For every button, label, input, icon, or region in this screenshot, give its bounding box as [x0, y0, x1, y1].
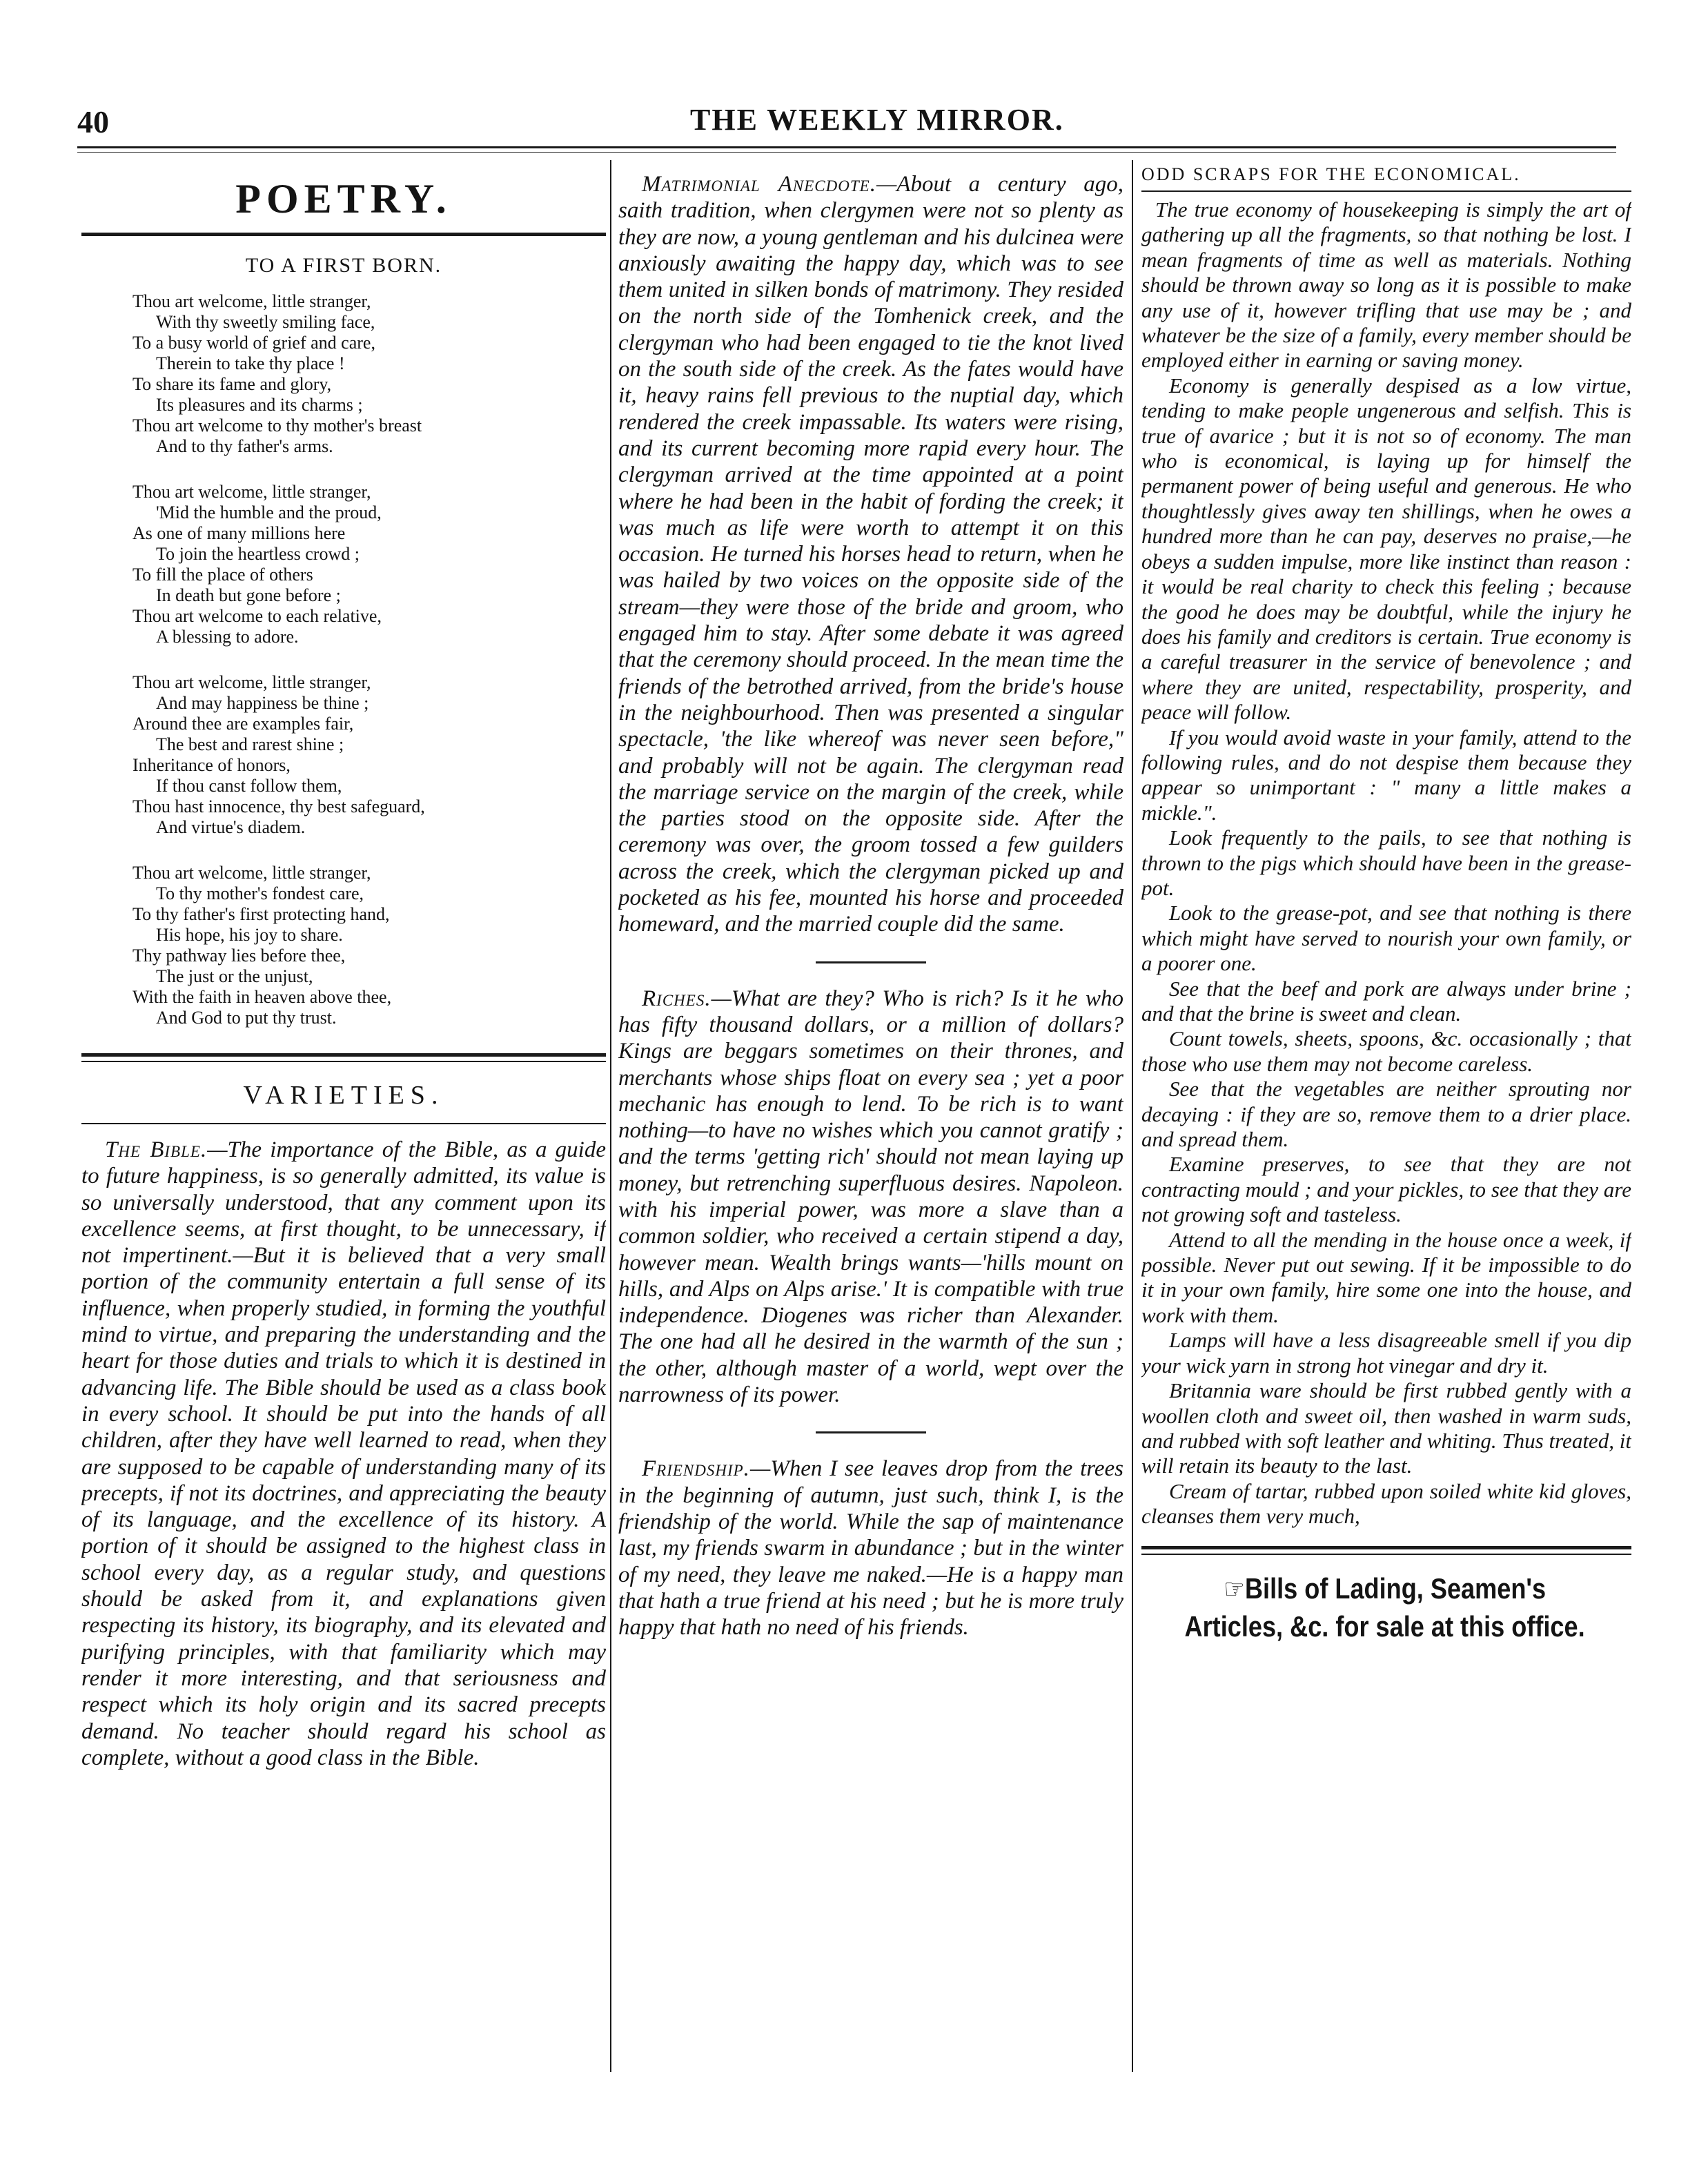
poem-line: The just or the unjust,: [156, 966, 313, 986]
poem-stanza: [132, 863, 606, 1028]
poem-title: TO A FIRST BORN.: [245, 254, 442, 277]
economy-paragraph: Lamps will have a less disagreeable smell if you dip your wick yarn in strong hot vinegar and dry it.: [1141, 1328, 1631, 1378]
article-text: —The importance of the Bible, as a guide to future happiness, is so generally admitted, its value is so universally understood, that any comment upon its excellence seems, at first thought, to be unnecessary, if not impertinent.—But it is believed that a very small portion of the community entertain a full sense of its influence, when properly studied, in forming the youthful mind to virtue, and preparing the understanding and the heart for those duties and trials to which it is destined in advancing life. The Bible should be used as a class book in every school. It should be put into the hands of all children, after they have well learned to read, when they are supposed to be capable of understanding many of its precepts, if not its doctrines, and appreciating the beauty of its language, and the excellence of its history. A portion of it should be assigned to the highest class in school every day, as a regular study, and questions should be asked from it, and explanations given respecting its history, its biography, and its elevated and purifying principles, with that familiarity which may render it more interesting, and that seriousness and respect which its holy origin and its sacred precepts demand. No teacher should regard his school as complete, without a good class in the Bible.: [81, 1137, 606, 1770]
column-left: [81, 160, 606, 2093]
poem-line: Thou art welcome to thy mother's breast: [132, 415, 422, 435]
poem-line: To fill the place of others: [132, 565, 313, 585]
article-lead: Riches.: [642, 986, 711, 1011]
poem-line: A blessing to adore.: [156, 627, 299, 647]
economy-paragraph: Britannia ware should be first rubbed gently with a woollen cloth and sweet oil, then washed in warm suds, and rubbed with soft leather and whiting. Thus treated, it will retain its beauty to the last.: [1141, 1378, 1631, 1478]
bible-article: [81, 1137, 606, 1771]
economy-paragraph: Look to the grease-pot, and see that nothing is there which might have served to nourish your own family, or a poorer one.: [1141, 901, 1631, 976]
article-text: —About a century ago, saith tradition, when clergymen were not so plenty as they are now, a young gentleman and his dulcinea were anxiously awaiting the happy day, which was to see them united in silken bonds of matrimony. They resided on the north side of the Tomhenick creek, and the clergyman who had been engaged to tie the knot lived on the south side of the creek. As the fates would have it, heavy rains fell previous to the nuptial day, which rendered the creek impassable. Its waters were rising, and its current becoming more rapid every hour. The clergyman arrived at the time appointed at a point where he had been in the habit of fording the creek; it was much as life were worth to attempt it on this occasion. He turned his horses head to return, when he was hailed by two voices on the opposite side of the stream—they were those of the bride and groom, who engaged him to stay. After some debate it was agreed that the ceremony should proceed. In the mean time the friends of the betrothed arrived, from the bride's house in the neighbourhood. Then was presented a singular spectacle, 'the like whereof was never seen before," and probably will not be again. The clergyman read the marriage service on the margin of the creek, while the parties stood on the opposite side. After the ceremony was over, the groom tossed a few guilders across the creek, which the clergyman picked up and pocketed as his fee, mounted his horse and proceeded homeward, and the married couple did the same.: [618, 172, 1123, 937]
poem-line: Thou art welcome, little stranger,: [132, 672, 371, 692]
poem-line: Thou hast innocence, thy best safeguard,: [132, 796, 425, 816]
poem-line: With the faith in heaven above thee,: [132, 987, 392, 1007]
column-divider: [610, 160, 611, 2072]
article-text: —When I see leaves drop from the trees in the beginning of autumn, just such, think I, is the friendship of the world. While the sap of maintenance last, my friends swarm in abundance ; but in the winter of my need, they leave me naked.—He is a happy man that hath a true friend at his need ; but he is more truly happy that hath no need of his friends.: [618, 1456, 1123, 1641]
poem-line: And to thy father's arms.: [156, 436, 333, 456]
article-lead: The Bible.: [105, 1137, 208, 1162]
economy-paragraph: If you would avoid waste in your family, attend to the following rules, and do not despise them because they appear so unimportant : " many a little makes a mickle.".: [1141, 725, 1631, 825]
poem-line: Therein to take thy place !: [156, 353, 345, 373]
poem-line: His hope, his joy to share.: [156, 925, 343, 945]
rule: [816, 1431, 926, 1433]
column-middle: [618, 160, 1123, 2093]
article-lead: Friendship.: [642, 1456, 750, 1482]
poem-line: Its pleasures and its charms ;: [156, 395, 363, 415]
article-text: —What are they? Who is rich? Is it he who has fifty thousand dollars, or a million of dollars? Kings are beggars sometimes on their thrones, and merchants whose ships float on every sea ; yet a poor mechanic has enough to lend. To be rich is to want nothing—to have no wishes which you cannot gratify ; and the terms 'getting rich' should not mean laying up money, but retrenching superfluous desires. Napoleon. with his imperial power, was more a slave than a common soldier, who received a certain stipend a day, however mean. Wealth brings wants—'hills mount on hills, and Alps on Alps arise.' It is compatible with true independence. Diogenes was richer than Alexander. The one had all he desired in the warmth of the sun ; the other, although master of a world, wept over the narrowness of its power.: [618, 986, 1123, 1408]
economy-paragraph: Examine preserves, to see that they are not contracting mould ; and your pickles, to see that they are not growing soft and tasteless.: [1141, 1152, 1631, 1227]
economy-paragraph: Economy is generally despised as a low virtue, tending to make people ungenerous and selfish. This is true of avarice ; but it is not so of economy. The man who is economical, is laying up for himself the permanent power of being useful and generous. He who thoughtlessly gives away ten shillings, when he owes a hundred more than he can pay, deserves no praise,—he obeys a sudden impulse, more like instinct than reason : it would be real charity to check this feeling ; because the good he does may be doubtful, while the injury he does his family and creditors is certain. True economy is a careful treasurer in the service of benevolence ; and where they are united, respectability, prosperity, and peace will follow.: [1141, 373, 1631, 725]
poem-line: And God to put thy trust.: [156, 1008, 337, 1028]
economy-paragraph: See that the vegetables are neither sprouting nor decaying : if they are so, remove them to a drier place. and spread them.: [1141, 1077, 1631, 1152]
poem-stanza: [132, 672, 606, 838]
poem-line: In death but gone before ;: [156, 585, 341, 605]
page-number: 40: [77, 104, 109, 139]
poem-line: Around thee are examples fair,: [132, 714, 354, 734]
poem-line: Thou art welcome, little stranger,: [132, 863, 371, 883]
poem-line: And may happiness be thine ;: [156, 693, 369, 713]
poem-line: Inheritance of honors,: [132, 755, 291, 775]
matrimonial-article: [618, 171, 1123, 938]
rule: [81, 1061, 606, 1062]
rule: [1141, 1554, 1631, 1555]
poem-line: To thy father's first protecting hand,: [132, 904, 390, 924]
poem-line: Thou art welcome, little stranger,: [132, 291, 371, 311]
poem-stanza: [132, 482, 606, 647]
economy-paragraph: See that the beef and pork are always under brine ; and that the brine is sweet and clean.: [1141, 976, 1631, 1026]
economy-paragraph: Attend to all the mending in the house once a week, if possible. Never put out sewing. If it be impossible to do it in your own family, hire some one into the house, and work with them.: [1141, 1227, 1631, 1327]
poem-line: To share its fame and glory,: [132, 374, 332, 394]
poem-line: The best and rarest shine ;: [156, 734, 344, 754]
article-lead: Matrimonial Anecdote.: [642, 172, 876, 197]
masthead-title: THE WEEKLY MIRROR.: [690, 103, 1064, 137]
economy-paragraph: The true economy of housekeeping is simply the art of gathering up all the fragments, so that nothing be lost. I mean fragments of time as well as materials. Nothing should be thrown away so long as it is possible to make any use of it, however trifling that use may be ; and whatever be the size of a family, every member should be employed either in earning or saving money.: [1141, 197, 1631, 373]
poem-line: Thy pathway lies before thee,: [132, 946, 346, 966]
poem-stanza: [132, 291, 606, 457]
poem-line: To a busy world of grief and care,: [132, 333, 375, 353]
poem-line: And virtue's diadem.: [156, 817, 306, 837]
friendship-article: [618, 1456, 1123, 1641]
poem-line: With thy sweetly smiling face,: [156, 312, 375, 332]
economical-heading: ODD SCRAPS FOR THE ECONOMICAL.: [1141, 164, 1521, 184]
poetry-heading: POETRY.: [235, 176, 452, 222]
rule: [81, 1123, 606, 1124]
column-right: [1141, 160, 1631, 2093]
pointing-hand-icon: ☞: [1224, 1574, 1245, 1605]
economy-paragraph: Cream of tartar, rubbed upon soiled white kid gloves, cleanses them very much,: [1141, 1478, 1631, 1529]
rule: [1141, 190, 1631, 192]
poem-line: 'Mid the humble and the proud,: [156, 502, 382, 522]
poem-line: As one of many millions here: [132, 523, 346, 543]
rule: [816, 961, 926, 963]
poem-line: Thou art welcome to each relative,: [132, 606, 382, 626]
economy-paragraph: Look frequently to the pails, to see that nothing is thrown to the pigs which should have been in the grease-pot.: [1141, 825, 1631, 900]
advertisement: [1141, 1570, 1628, 1645]
ad-line: Bills of Lading, Seamen's: [1244, 1572, 1547, 1605]
varieties-heading: VARIETIES.: [243, 1081, 444, 1110]
rule: [81, 233, 606, 236]
header-rule: [77, 146, 1616, 148]
poem-line: To thy mother's fondest care,: [156, 883, 364, 903]
rule: [1141, 1546, 1631, 1549]
poem-line: Thou art welcome, little stranger,: [132, 482, 371, 502]
poem-line: To join the heartless crowd ;: [156, 544, 360, 564]
header-rule-thin: [77, 152, 1616, 153]
ad-line: Articles, &c. for sale at this office.: [1184, 1609, 1585, 1643]
economy-paragraph: Count towels, sheets, spoons, &c. occasionally ; that those who use them may not become careless.: [1141, 1026, 1631, 1076]
poem-line: If thou canst follow them,: [156, 776, 342, 796]
rule: [81, 1053, 606, 1057]
column-divider: [1132, 160, 1133, 2072]
riches-article: [618, 986, 1123, 1409]
